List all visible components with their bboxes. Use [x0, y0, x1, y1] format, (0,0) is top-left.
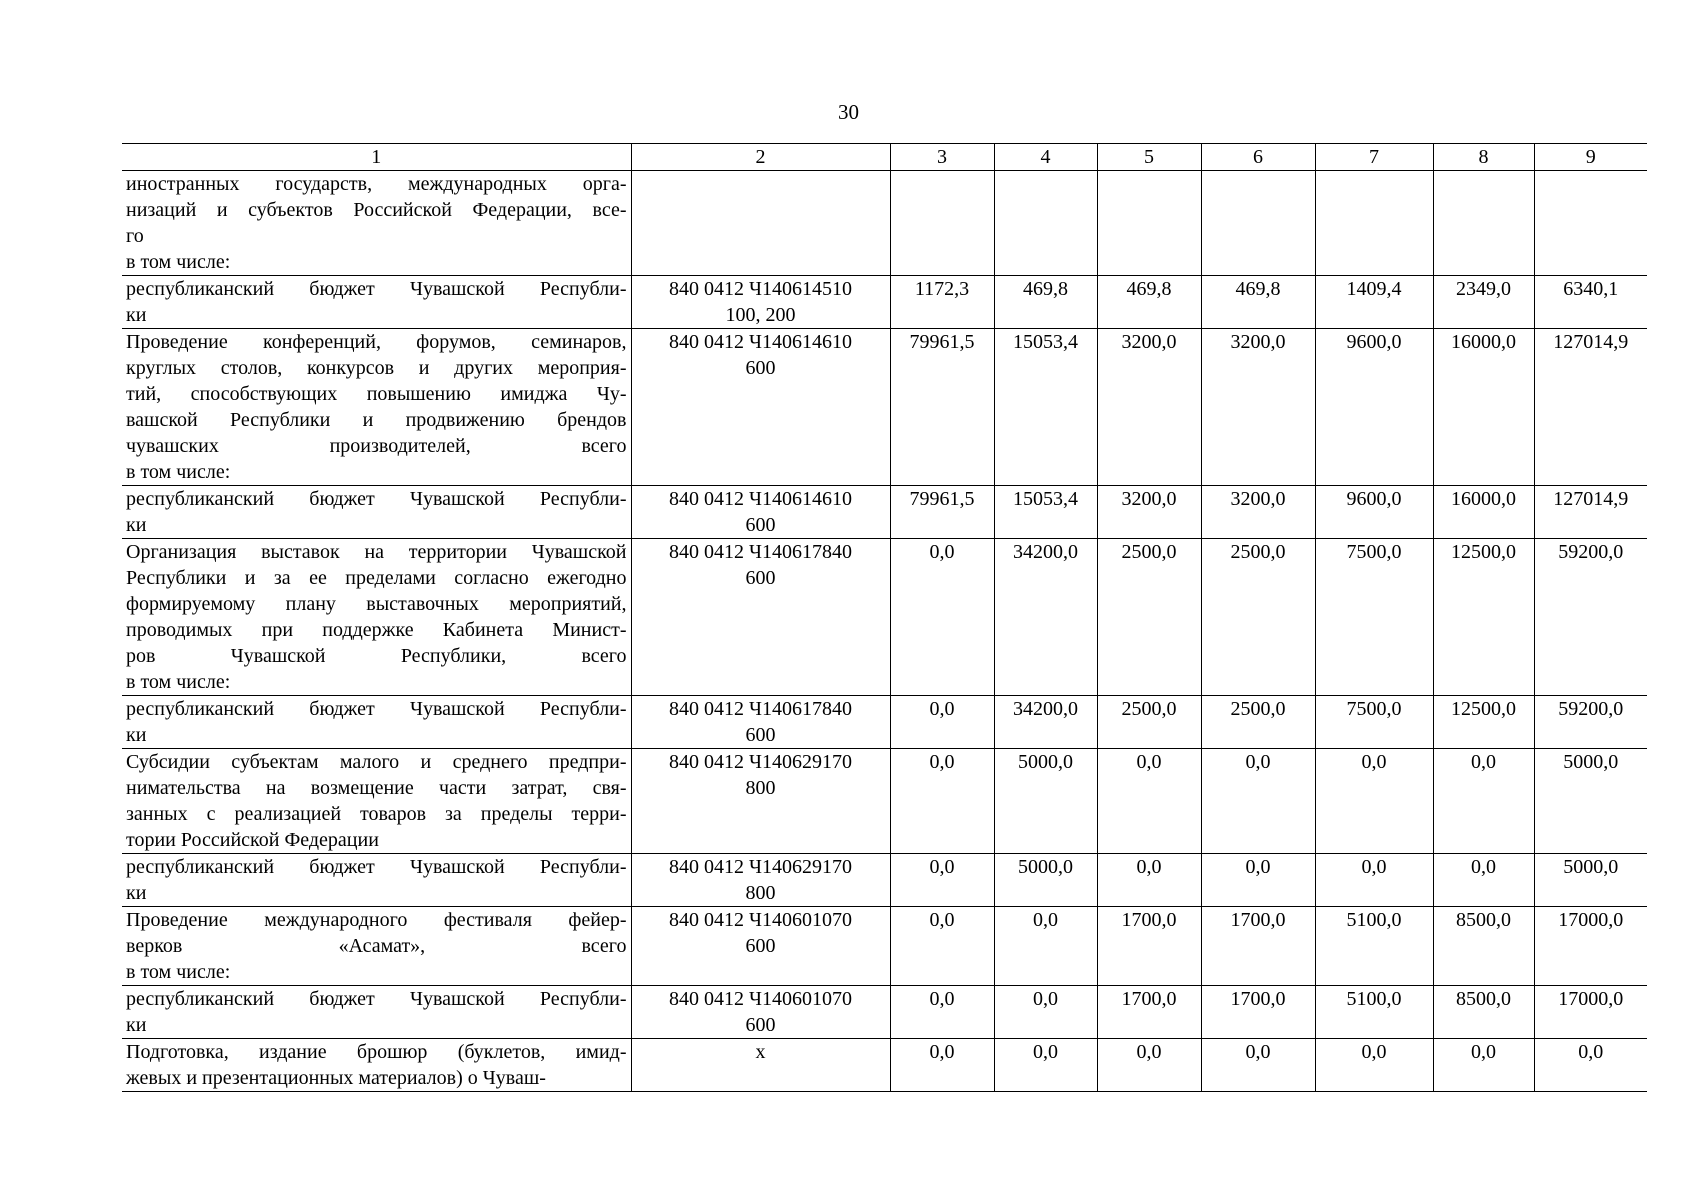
column-header: 3 — [890, 144, 994, 171]
column-header: 4 — [994, 144, 1097, 171]
row-description — [122, 986, 631, 1039]
description-line: го — [126, 225, 144, 247]
value-cell: 0,0 — [890, 854, 994, 907]
value-cell: 79961,5 — [890, 486, 994, 539]
code-line: 840 0412 Ч140617840 — [669, 698, 852, 720]
code-line: 600 — [745, 724, 776, 746]
description-line: нимательства на возмещение части затрат, свя- — [126, 777, 627, 799]
description-line: Республики и за ее пределами согласно ежегодно — [126, 567, 627, 589]
value-cell: 2500,0 — [1097, 539, 1201, 696]
value-cell: 0,0 — [1433, 1039, 1534, 1092]
value-cell: 0,0 — [1433, 749, 1534, 854]
description-line: ки — [126, 514, 147, 536]
value-cell: 0,0 — [890, 749, 994, 854]
description-line: формируемому плану выставочных мероприятий, — [126, 593, 627, 615]
value-cell: 0,0 — [994, 907, 1097, 986]
column-header: 2 — [631, 144, 890, 171]
code-line: 100, 200 — [725, 304, 796, 326]
budget-code — [631, 749, 890, 854]
value-cell: 2500,0 — [1201, 539, 1315, 696]
value-cell: 7500,0 — [1315, 539, 1433, 696]
description-line: в том числе: — [126, 251, 231, 273]
row-description — [122, 486, 631, 539]
value-cell: 16000,0 — [1433, 486, 1534, 539]
value-cell: 0,0 — [1201, 749, 1315, 854]
value-cell: 7500,0 — [1315, 696, 1433, 749]
value-cell — [994, 171, 1097, 276]
code-line: 840 0412 Ч140617840 — [669, 541, 852, 563]
code-line: 600 — [745, 567, 776, 589]
value-cell: 3200,0 — [1201, 486, 1315, 539]
code-line: 840 0412 Ч140601070 — [669, 988, 852, 1010]
table-row — [122, 1039, 1647, 1092]
budget-code — [631, 539, 890, 696]
description-line: Субсидии субъектам малого и среднего предпри- — [126, 751, 627, 773]
row-description — [122, 276, 631, 329]
value-cell: 0,0 — [994, 1039, 1097, 1092]
value-cell: 34200,0 — [994, 696, 1097, 749]
header-row — [122, 144, 1647, 171]
value-cell — [1433, 171, 1534, 276]
page-number: 30 — [838, 100, 859, 124]
description-line: низаций и субъектов Российской Федерации, все- — [126, 199, 627, 221]
code-line: 840 0412 Ч140629170 — [669, 856, 852, 878]
value-cell: 469,8 — [1097, 276, 1201, 329]
value-cell: 0,0 — [1433, 854, 1534, 907]
row-description — [122, 329, 631, 486]
description-line: Проведение конференций, форумов, семинаров, — [126, 331, 627, 353]
table-row — [122, 749, 1647, 854]
value-cell: 12500,0 — [1433, 539, 1534, 696]
value-cell: 0,0 — [890, 539, 994, 696]
description-line: ки — [126, 1014, 147, 1036]
value-cell: 5100,0 — [1315, 986, 1433, 1039]
code-line: 800 — [745, 882, 776, 904]
table-row — [122, 854, 1647, 907]
column-header: 7 — [1315, 144, 1433, 171]
table-row — [122, 539, 1647, 696]
budget-table — [122, 143, 1647, 1092]
value-cell: 5000,0 — [1534, 749, 1647, 854]
description-line: республиканский бюджет Чувашской Республи- — [126, 278, 627, 300]
table-row — [122, 907, 1647, 986]
value-cell: 5100,0 — [1315, 907, 1433, 986]
value-cell: 8500,0 — [1433, 907, 1534, 986]
value-cell: 2500,0 — [1201, 696, 1315, 749]
budget-code — [631, 854, 890, 907]
value-cell: 0,0 — [1201, 1039, 1315, 1092]
table-row — [122, 276, 1647, 329]
value-cell — [1534, 171, 1647, 276]
description-line: жевых и презентационных материалов) о Чуваш- — [126, 1067, 546, 1089]
value-cell — [1097, 171, 1201, 276]
code-line: 600 — [745, 357, 776, 379]
row-description — [122, 1039, 631, 1092]
row-description — [122, 854, 631, 907]
value-cell: 6340,1 — [1534, 276, 1647, 329]
value-cell: 0,0 — [1201, 854, 1315, 907]
description-line: иностранных государств, международных орга- — [126, 173, 627, 195]
budget-code — [631, 171, 890, 276]
value-cell: 0,0 — [1097, 749, 1201, 854]
table-row — [122, 696, 1647, 749]
budget-code — [631, 986, 890, 1039]
value-cell: 0,0 — [890, 1039, 994, 1092]
value-cell: 15053,4 — [994, 486, 1097, 539]
description-line: в том числе: — [126, 961, 231, 983]
value-cell: 0,0 — [1534, 1039, 1647, 1092]
value-cell: 5000,0 — [1534, 854, 1647, 907]
value-cell: 3200,0 — [1201, 329, 1315, 486]
value-cell: 0,0 — [1315, 1039, 1433, 1092]
row-description — [122, 539, 631, 696]
description-line: тории Российской Федерации — [126, 829, 379, 851]
code-line: 840 0412 Ч140601070 — [669, 909, 852, 931]
value-cell — [1315, 171, 1433, 276]
description-line: ров Чувашской Республики, всего — [126, 645, 627, 667]
value-cell: 0,0 — [994, 986, 1097, 1039]
column-header: 9 — [1534, 144, 1647, 171]
table-row — [122, 986, 1647, 1039]
value-cell: 0,0 — [890, 696, 994, 749]
value-cell: 1700,0 — [1201, 907, 1315, 986]
value-cell: 1700,0 — [1097, 986, 1201, 1039]
value-cell: 1700,0 — [1097, 907, 1201, 986]
budget-code — [631, 696, 890, 749]
description-line: тий, способствующих повышению имиджа Чу- — [126, 383, 627, 405]
row-description — [122, 907, 631, 986]
description-line: Организация выставок на территории Чувашской — [126, 541, 627, 563]
row-description — [122, 696, 631, 749]
description-line: занных с реализацией товаров за пределы терри- — [126, 803, 627, 825]
code-line: х — [755, 1041, 766, 1063]
description-line: Подготовка, издание брошюр (буклетов, имид- — [126, 1041, 627, 1063]
budget-code — [631, 329, 890, 486]
value-cell: 469,8 — [1201, 276, 1315, 329]
value-cell: 3200,0 — [1097, 486, 1201, 539]
value-cell: 5000,0 — [994, 854, 1097, 907]
code-line: 600 — [745, 1014, 776, 1036]
value-cell: 2349,0 — [1433, 276, 1534, 329]
code-line: 600 — [745, 935, 776, 957]
value-cell: 8500,0 — [1433, 986, 1534, 1039]
row-description — [122, 171, 631, 276]
value-cell: 12500,0 — [1433, 696, 1534, 749]
value-cell: 0,0 — [890, 986, 994, 1039]
value-cell: 59200,0 — [1534, 539, 1647, 696]
budget-code — [631, 1039, 890, 1092]
value-cell: 79961,5 — [890, 329, 994, 486]
description-line: республиканский бюджет Чувашской Республи- — [126, 698, 627, 720]
column-header: 1 — [122, 144, 631, 171]
value-cell: 17000,0 — [1534, 986, 1647, 1039]
table-row — [122, 486, 1647, 539]
value-cell: 127014,9 — [1534, 486, 1647, 539]
value-cell: 0,0 — [1315, 854, 1433, 907]
budget-code — [631, 486, 890, 539]
description-line: верков «Асамат», всего — [126, 935, 627, 957]
code-line: 840 0412 Ч140629170 — [669, 751, 852, 773]
description-line: республиканский бюджет Чувашской Республи- — [126, 856, 627, 878]
value-cell: 5000,0 — [994, 749, 1097, 854]
code-line: 840 0412 Ч140614610 — [669, 331, 852, 353]
value-cell: 469,8 — [994, 276, 1097, 329]
budget-code — [631, 907, 890, 986]
description-line: в том числе: — [126, 461, 231, 483]
table-body — [122, 171, 1647, 1092]
value-cell: 0,0 — [1097, 1039, 1201, 1092]
table-row — [122, 171, 1647, 276]
description-line: ки — [126, 882, 147, 904]
column-header: 6 — [1201, 144, 1315, 171]
value-cell: 17000,0 — [1534, 907, 1647, 986]
value-cell: 9600,0 — [1315, 486, 1433, 539]
value-cell: 1409,4 — [1315, 276, 1433, 329]
value-cell: 1172,3 — [890, 276, 994, 329]
value-cell: 3200,0 — [1097, 329, 1201, 486]
description-line: круглых столов, конкурсов и других мероприя- — [126, 357, 627, 379]
description-line: проводимых при поддержке Кабинета Минист- — [126, 619, 627, 641]
value-cell: 0,0 — [890, 907, 994, 986]
code-line: 600 — [745, 514, 776, 536]
description-line: ки — [126, 724, 147, 746]
value-cell: 2500,0 — [1097, 696, 1201, 749]
description-line: республиканский бюджет Чувашской Республи- — [126, 988, 627, 1010]
value-cell: 16000,0 — [1433, 329, 1534, 486]
budget-code — [631, 276, 890, 329]
value-cell — [890, 171, 994, 276]
value-cell: 127014,9 — [1534, 329, 1647, 486]
description-line: ки — [126, 304, 147, 326]
description-line: в том числе: — [126, 671, 231, 693]
value-cell: 59200,0 — [1534, 696, 1647, 749]
code-line: 800 — [745, 777, 776, 799]
value-cell — [1201, 171, 1315, 276]
code-line: 840 0412 Ч140614510 — [669, 278, 852, 300]
row-description — [122, 749, 631, 854]
column-header: 5 — [1097, 144, 1201, 171]
value-cell: 34200,0 — [994, 539, 1097, 696]
code-line: 840 0412 Ч140614610 — [669, 488, 852, 510]
value-cell: 1700,0 — [1201, 986, 1315, 1039]
value-cell: 9600,0 — [1315, 329, 1433, 486]
value-cell: 15053,4 — [994, 329, 1097, 486]
description-line: Проведение международного фестиваля фейер- — [126, 909, 627, 931]
column-header: 8 — [1433, 144, 1534, 171]
table-row — [122, 329, 1647, 486]
value-cell: 0,0 — [1097, 854, 1201, 907]
value-cell: 0,0 — [1315, 749, 1433, 854]
description-line: республиканский бюджет Чувашской Республи- — [126, 488, 627, 510]
description-line: чувашских производителей, всего — [126, 435, 627, 457]
description-line: вашской Республики и продвижению брендов — [126, 409, 627, 431]
